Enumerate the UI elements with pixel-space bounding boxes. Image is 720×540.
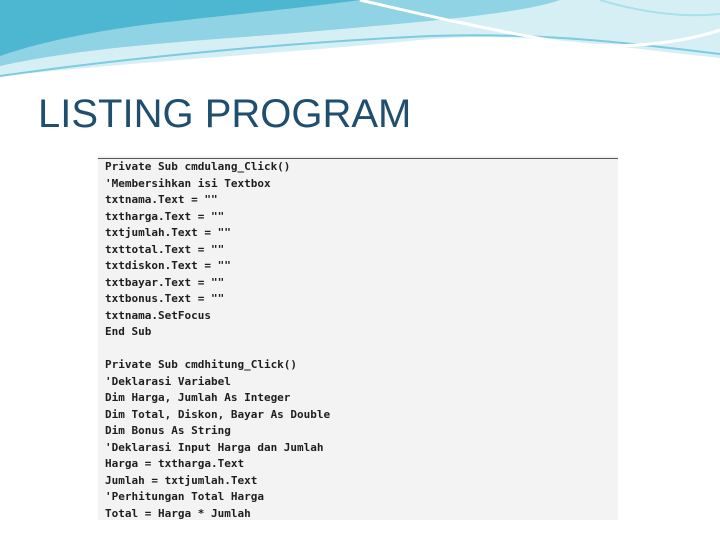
header-wave-decoration <box>0 0 720 90</box>
code-line: 'Deklarasi Input Harga dan Jumlah <box>105 440 324 454</box>
code-line: Private Sub cmdhitung_Click() <box>105 358 298 371</box>
code-line: txtbayar.Text = "" <box>105 275 225 289</box>
code-line: 'Deklarasi Variabel <box>105 374 231 388</box>
code-line: txtdiskon.Text = "" <box>105 259 231 272</box>
code-line: txtharga.Text = "" <box>105 209 225 223</box>
slide-title: LISTING PROGRAM <box>38 92 412 136</box>
code-line: txtjumlah.Text = "" <box>105 226 231 239</box>
code-line: Private Sub cmdulang_Click() <box>105 160 291 173</box>
code-line: End Sub <box>105 325 152 338</box>
code-line: txtnama.SetFocus <box>105 308 211 322</box>
code-line: txtnama.Text = "" <box>105 193 218 206</box>
code-line: Harga = txtharga.Text <box>105 457 245 470</box>
code-line: txtbonus.Text = "" <box>105 292 225 305</box>
code-line: Jumlah = txtjumlah.Text <box>105 473 258 487</box>
code-line: Dim Total, Diskon, Bayar As Double <box>105 407 331 421</box>
code-listing-panel <box>98 156 618 520</box>
code-line: Dim Harga, Jumlah As Integer <box>105 391 291 404</box>
code-line: Total = Harga * Jumlah <box>105 506 251 520</box>
code-lines <box>105 159 330 520</box>
code-line: Dim Bonus As String <box>105 424 231 437</box>
code-line <box>105 341 330 358</box>
code-line: 'Perhitungan Total Harga <box>105 490 264 503</box>
code-line: txttotal.Text = "" <box>105 242 225 256</box>
code-line: 'Membersihkan isi Textbox <box>105 176 271 190</box>
